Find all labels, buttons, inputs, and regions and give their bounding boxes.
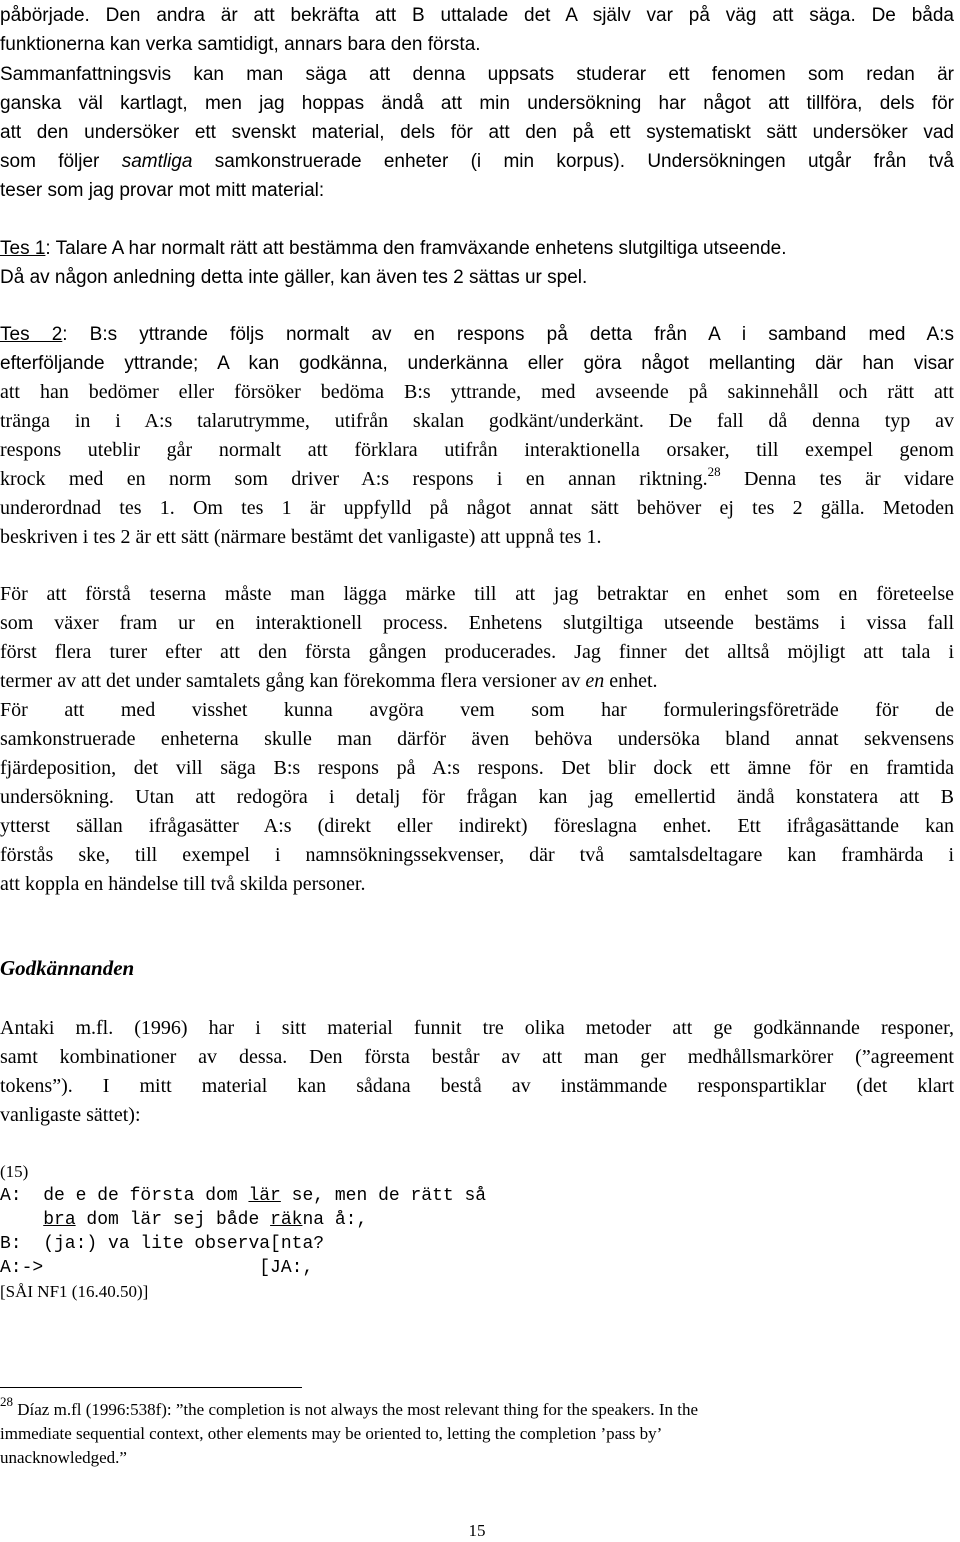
- body-line: tokens”). I mitt material kan sådana bestå av instämmande responspartiklar (det klart: [0, 1075, 954, 1097]
- body-line: ytterst sällan ifrågasätter A:s (direkt eller indirekt) föreslagna enhet. Ett ifrågasättande kan: [0, 815, 954, 837]
- text-run: Undersökningen utgår från två: [647, 151, 954, 172]
- body-line: samkonstruerade enheterna skulle man därför även behöva undersöka bland annat sekvensens: [0, 728, 954, 750]
- text-run: [0, 1210, 43, 1230]
- footnote-line: immediate sequential context, other elements may be oriented to, letting the completion ’pass by’: [0, 1424, 663, 1443]
- text-run: samkonstruerade enheter (i min korpus).: [192, 151, 648, 172]
- body-line: underordnad tes 1. Om tes 1 är uppfylld på något annat sätt behöver ej tes 2 gälla. Metoden: [0, 497, 954, 519]
- body-line: beskriven i tes 2 är ett sätt (närmare bestämt det vanligaste) att uppnå tes 1.: [0, 526, 602, 548]
- footnote-ref: 28: [707, 464, 721, 479]
- italic-word: en: [585, 670, 605, 692]
- text-run: Denna tes är vidare: [720, 468, 954, 490]
- text-run: enhet.: [604, 670, 658, 692]
- body-line: För att med visshet kunna avgöra vem som har formuleringsföreträde för de: [0, 699, 954, 721]
- transcript-line: [0, 1184, 486, 1208]
- body-line: förstås ske, till exempel i namnsökningssekvenser, där två samtalsdeltagare kan framhärda i: [0, 844, 954, 866]
- footnote-line: unacknowledged.”: [0, 1448, 127, 1467]
- transcript-line: B: (ja:) va lite observa[nta?: [0, 1234, 325, 1254]
- example-number: (15): [0, 1162, 29, 1181]
- overlap-mark: lär: [248, 1186, 281, 1206]
- body-line: funktionerna kan verka samtidigt, annars bara den första.: [0, 34, 481, 55]
- body-line: att han bedömer eller försöker bedöma B:s yttrande, med avseende på sakinnehåll och rätt att: [0, 381, 954, 403]
- overlap-mark: räk: [270, 1210, 303, 1230]
- thesis-label: Tes 2: [0, 324, 63, 345]
- body-line: ganska väl kartlagt, men jag hoppas ändå att min undersökning har något att tillföra, dels för: [0, 93, 954, 114]
- body-line: som växer fram ur en interaktionell process. Enhetens slutgiltiga utseende bestäms i vissa fall: [0, 612, 954, 634]
- italic-word: samtliga: [121, 151, 193, 172]
- body-line: vanligaste sättet):: [0, 1104, 141, 1126]
- body-line: efterföljande yttrande; A kan godkänna, underkänna eller göra något mellanting där han visar: [0, 353, 954, 374]
- body-line: samt kombinationer av dessa. Den första består av att man ger medhållsmarkörer (”agreement: [0, 1046, 954, 1068]
- text-run: dom lär sej både: [75, 1210, 271, 1230]
- footnote-divider: [0, 1387, 302, 1388]
- body-line: Antaki m.fl. (1996) har i sitt material funnit tre olika metoder att ge godkännande responer,: [0, 1017, 954, 1039]
- transcript-line: A:-> [JA:,: [0, 1258, 314, 1278]
- thesis-1: [0, 234, 787, 263]
- body-line: tränga in i A:s talarutrymme, utifrån skalan godkänt/underkänt. De fall då denna typ av: [0, 410, 954, 432]
- body-line: påbörjade. Den andra är att bekräfta att B uttalade det A själv var på väg att säga. De båda: [0, 5, 954, 26]
- body-line: Då av någon anledning detta inte gäller, kan även tes 2 sättas ur spel.: [0, 267, 588, 288]
- footnote-number: 28: [0, 1394, 13, 1409]
- transcript-line: [0, 1208, 367, 1232]
- thesis-label: Tes 1: [0, 238, 46, 259]
- body-line: att den undersöker ett svenskt material, dels för att den på ett systematiskt sätt undersöker vad: [0, 122, 954, 143]
- body-line: först flera turer efter att den första gången producerades. Jag finner det alltså möjligt att tala i: [0, 641, 954, 663]
- text-run: na å:,: [302, 1210, 368, 1230]
- body-line: respons uteblir går normalt att förklara utifrån interaktionella orsaker, till exempel genom: [0, 439, 954, 461]
- overlap-mark: bra: [43, 1210, 76, 1230]
- thesis-2: [0, 320, 954, 349]
- page-number: 15: [468, 1521, 486, 1540]
- text-run: : B:s yttrande följs normalt av en respons på detta från A i samband med A:s: [62, 324, 954, 345]
- text-run: krock med en norm som driver A:s respons i en annan riktning.: [0, 468, 708, 490]
- footnote-line: [0, 1394, 699, 1422]
- body-line: För att förstå teserna måste man lägga märke till att jag betraktar en enhet som en företeelse: [0, 583, 954, 605]
- text-run: se, men de rätt så: [280, 1186, 487, 1206]
- body-line: [0, 147, 954, 176]
- body-line: fjärdeposition, det vill säga B:s respons på A:s respons. Det blir dock ett ämne för en framtida: [0, 757, 954, 779]
- section-heading: Godkännanden: [0, 956, 135, 980]
- body-line: [0, 465, 954, 494]
- text-run: : Talare A har normalt rätt att bestämma den framväxande enhetens slutgiltiga utseende.: [45, 238, 787, 259]
- body-line: undersökning. Utan att redogöra i detalj för frågan kan jag emellertid ändå konstatera att B: [0, 786, 954, 808]
- text-run: A: de e de första dom: [0, 1186, 249, 1206]
- body-line: Sammanfattningsvis kan man säga att denna uppsats studerar ett fenomen som redan är: [0, 64, 954, 85]
- text-run: Díaz m.fl (1996:538f): ”the completion is not always the most relevant thing for the speakers. In the: [13, 1400, 699, 1419]
- body-line: teser som jag provar mot mitt material:: [0, 180, 325, 201]
- transcript-source: [SÅI NF1 (16.40.50)]: [0, 1282, 149, 1301]
- text-run: som följer: [0, 151, 122, 172]
- body-line: att koppla en händelse till två skilda personer.: [0, 873, 366, 895]
- body-line: [0, 667, 658, 696]
- text-run: termer av att det under samtalets gång kan förekomma flera versioner av: [0, 670, 586, 692]
